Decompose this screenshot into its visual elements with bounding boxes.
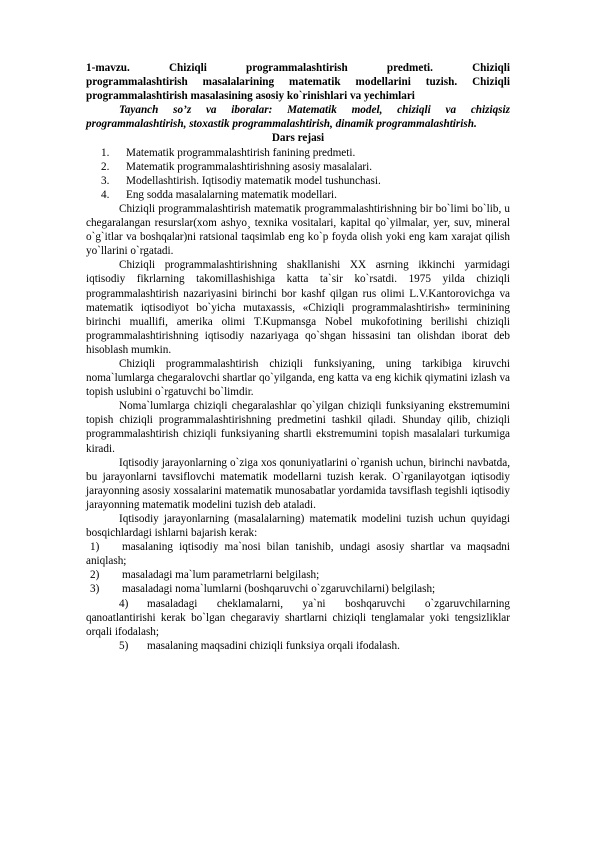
plan-item-number: 4. (101, 188, 110, 201)
body-paragraph: Chiziqli programmalashtirishning shakllanishi XX asrning ikkinchi yarmidagi iqtisodiy fikrlarning takomillashishiga katta ta`sir ko`rsatdi. 1975 yilda chiziqli programmalashtirish nazariyasini birinchi bor kashf qilgan rus olimi L.V.Kantorovichga va matematik iqtisodiyot bo`yicha mutaxassis, «Chiziqli programmalashtirish» terminining birinchi muallifi, amerika olimi T.Kupmansga Nobel mukofotining berilishi chiziqli programmalashtirishning iqtisodiy nazariyaga qo`shgan hissasini tan olishdan iborat deb hisoblash mumkin. (86, 259, 510, 356)
plan-item-number: 3. (101, 174, 110, 187)
step-number: 1) (90, 541, 100, 554)
lesson-title (86, 61, 510, 103)
plan-item-text: Matematik programmalashtirishning asosiy masalalari. (126, 160, 373, 173)
step-text: masaladagi noma`lumlarni (boshqaruvchi o`zgaruvchilarni) belgilash; (122, 583, 436, 596)
plan-item-number: 1. (101, 146, 110, 159)
plan-item-text: Modellashtirish. Iqtisodiy matematik model tushunchasi. (126, 174, 381, 187)
title-line-2: programmalashtirish masalalarining matematik modellarini tuzish. Chiziqli (86, 76, 510, 89)
body-paragraph: Iqtisodiy jarayonlarning (masalalarning) matematik modelini tuzish uchun quyidagi bosqichlardagi ishlarni bajarish kerak: (86, 513, 510, 540)
plan-list (86, 146, 510, 202)
keywords-text: Matematik model, chiziqli va chiziqsiz programmalashtirish, stoxastik programmalashtirish, dinamik programmalashtirish. (86, 104, 511, 131)
plan-item-number: 2. (101, 160, 110, 173)
step-text: masalaning iqtisodiy ma`nosi bilan tanishib, undagi asosiy shartlar va maqsadni aniqlash; (86, 541, 510, 568)
plan-item (86, 174, 510, 188)
step-number: 4) (119, 597, 129, 610)
plan-item-text: Eng sodda masalalarning matematik modellari. (126, 188, 337, 201)
step-text: masaladagi cheklamalarni, ya`ni boshqaruvchi o`zgaruvchilarning qanoatlantirishi kerak bo`lgan chegaraviy shartlarni chiziqli tenglamalar yoki tengsizliklar orqali ifodalash; (86, 597, 510, 638)
document-page (86, 61, 510, 653)
body-paragraph: Iqtisodiy jarayonlarning o`ziga xos qonuniyatlarini o`rganish uchun, birinchi navbatda, bu jarayonlarni tavsiflovchi matematik modellarni tuzish kerak. O`rganilayotgan iqtisodiy jarayonning asosiy xossalarini matematik munosabatlar yordamida tavsiflash tegishli iqtisodiy jarayonning matematik modelini tuzish deb ataladi. (86, 456, 510, 511)
plan-item (86, 188, 510, 202)
plan-item-text: Matematik programmalashtirish fanining predmeti. (126, 146, 356, 159)
body-paragraph: Chiziqli programmalashtirish matematik programmalashtirishning bir bo`limi bo`lib, u chegaralangan resurslar(xom ashyo¸ texnika vositalari, kapital qo`yilmalar, yer, suv, mineral o`g`itlar va boshqalar)ni ratsional taqsimlab eng ko`p foyda olish yoki eng kam xarajat qilish yo`llarini o`rgatadi. (86, 202, 510, 258)
plan-heading: Dars rejasi (271, 132, 325, 145)
step-item (86, 639, 510, 653)
keywords (86, 103, 510, 131)
body-paragraph: Chiziqli programmalashtirish chiziqli funksiyaning, uning tarkibiga kiruvchi noma`lumlarga chegaralovchi shartlar qo`yilganda, eng katta va eng kichik qiymatini izlash va topish uslubini o`rgatuvchi bo`limdir. (86, 357, 510, 399)
body-paragraph: Noma`lumlarga chiziqli chegaralashlar qo`yilgan chiziqli funksiyaning ekstremumini topish chiziqli programmalashtirishning predmetini tashkil qiladi. Shunday qilib, chiziqli programmalashtirish chiziqli funksiyaning shartli ekstremumini topish masalalari turkumiga kiradi. (86, 400, 510, 455)
plan-item (86, 160, 510, 174)
step-item (86, 597, 510, 639)
title-line-3: programmalashtirish masalasining asosiy ko`rinishlari va yechimlari (86, 90, 415, 103)
step-text: masalaning maqsadini chiziqli funksiya orqali ifodalash. (147, 639, 400, 652)
step-number: 2) (90, 569, 100, 582)
plan-item (86, 146, 510, 160)
steps-list (86, 540, 510, 596)
step-item (86, 540, 510, 568)
keywords-label: Tayanch so’z va iboralar: (119, 104, 273, 117)
title-line-1: 1-mavzu. Chiziqli programmalashtirish predmeti. Chiziqli (86, 62, 510, 74)
step-number: 3) (90, 583, 100, 596)
step-number: 5) (119, 639, 129, 652)
step-item (86, 582, 510, 596)
step-item (86, 568, 510, 582)
step-text: masaladagi ma`lum parametrlarni belgilash; (122, 569, 320, 582)
